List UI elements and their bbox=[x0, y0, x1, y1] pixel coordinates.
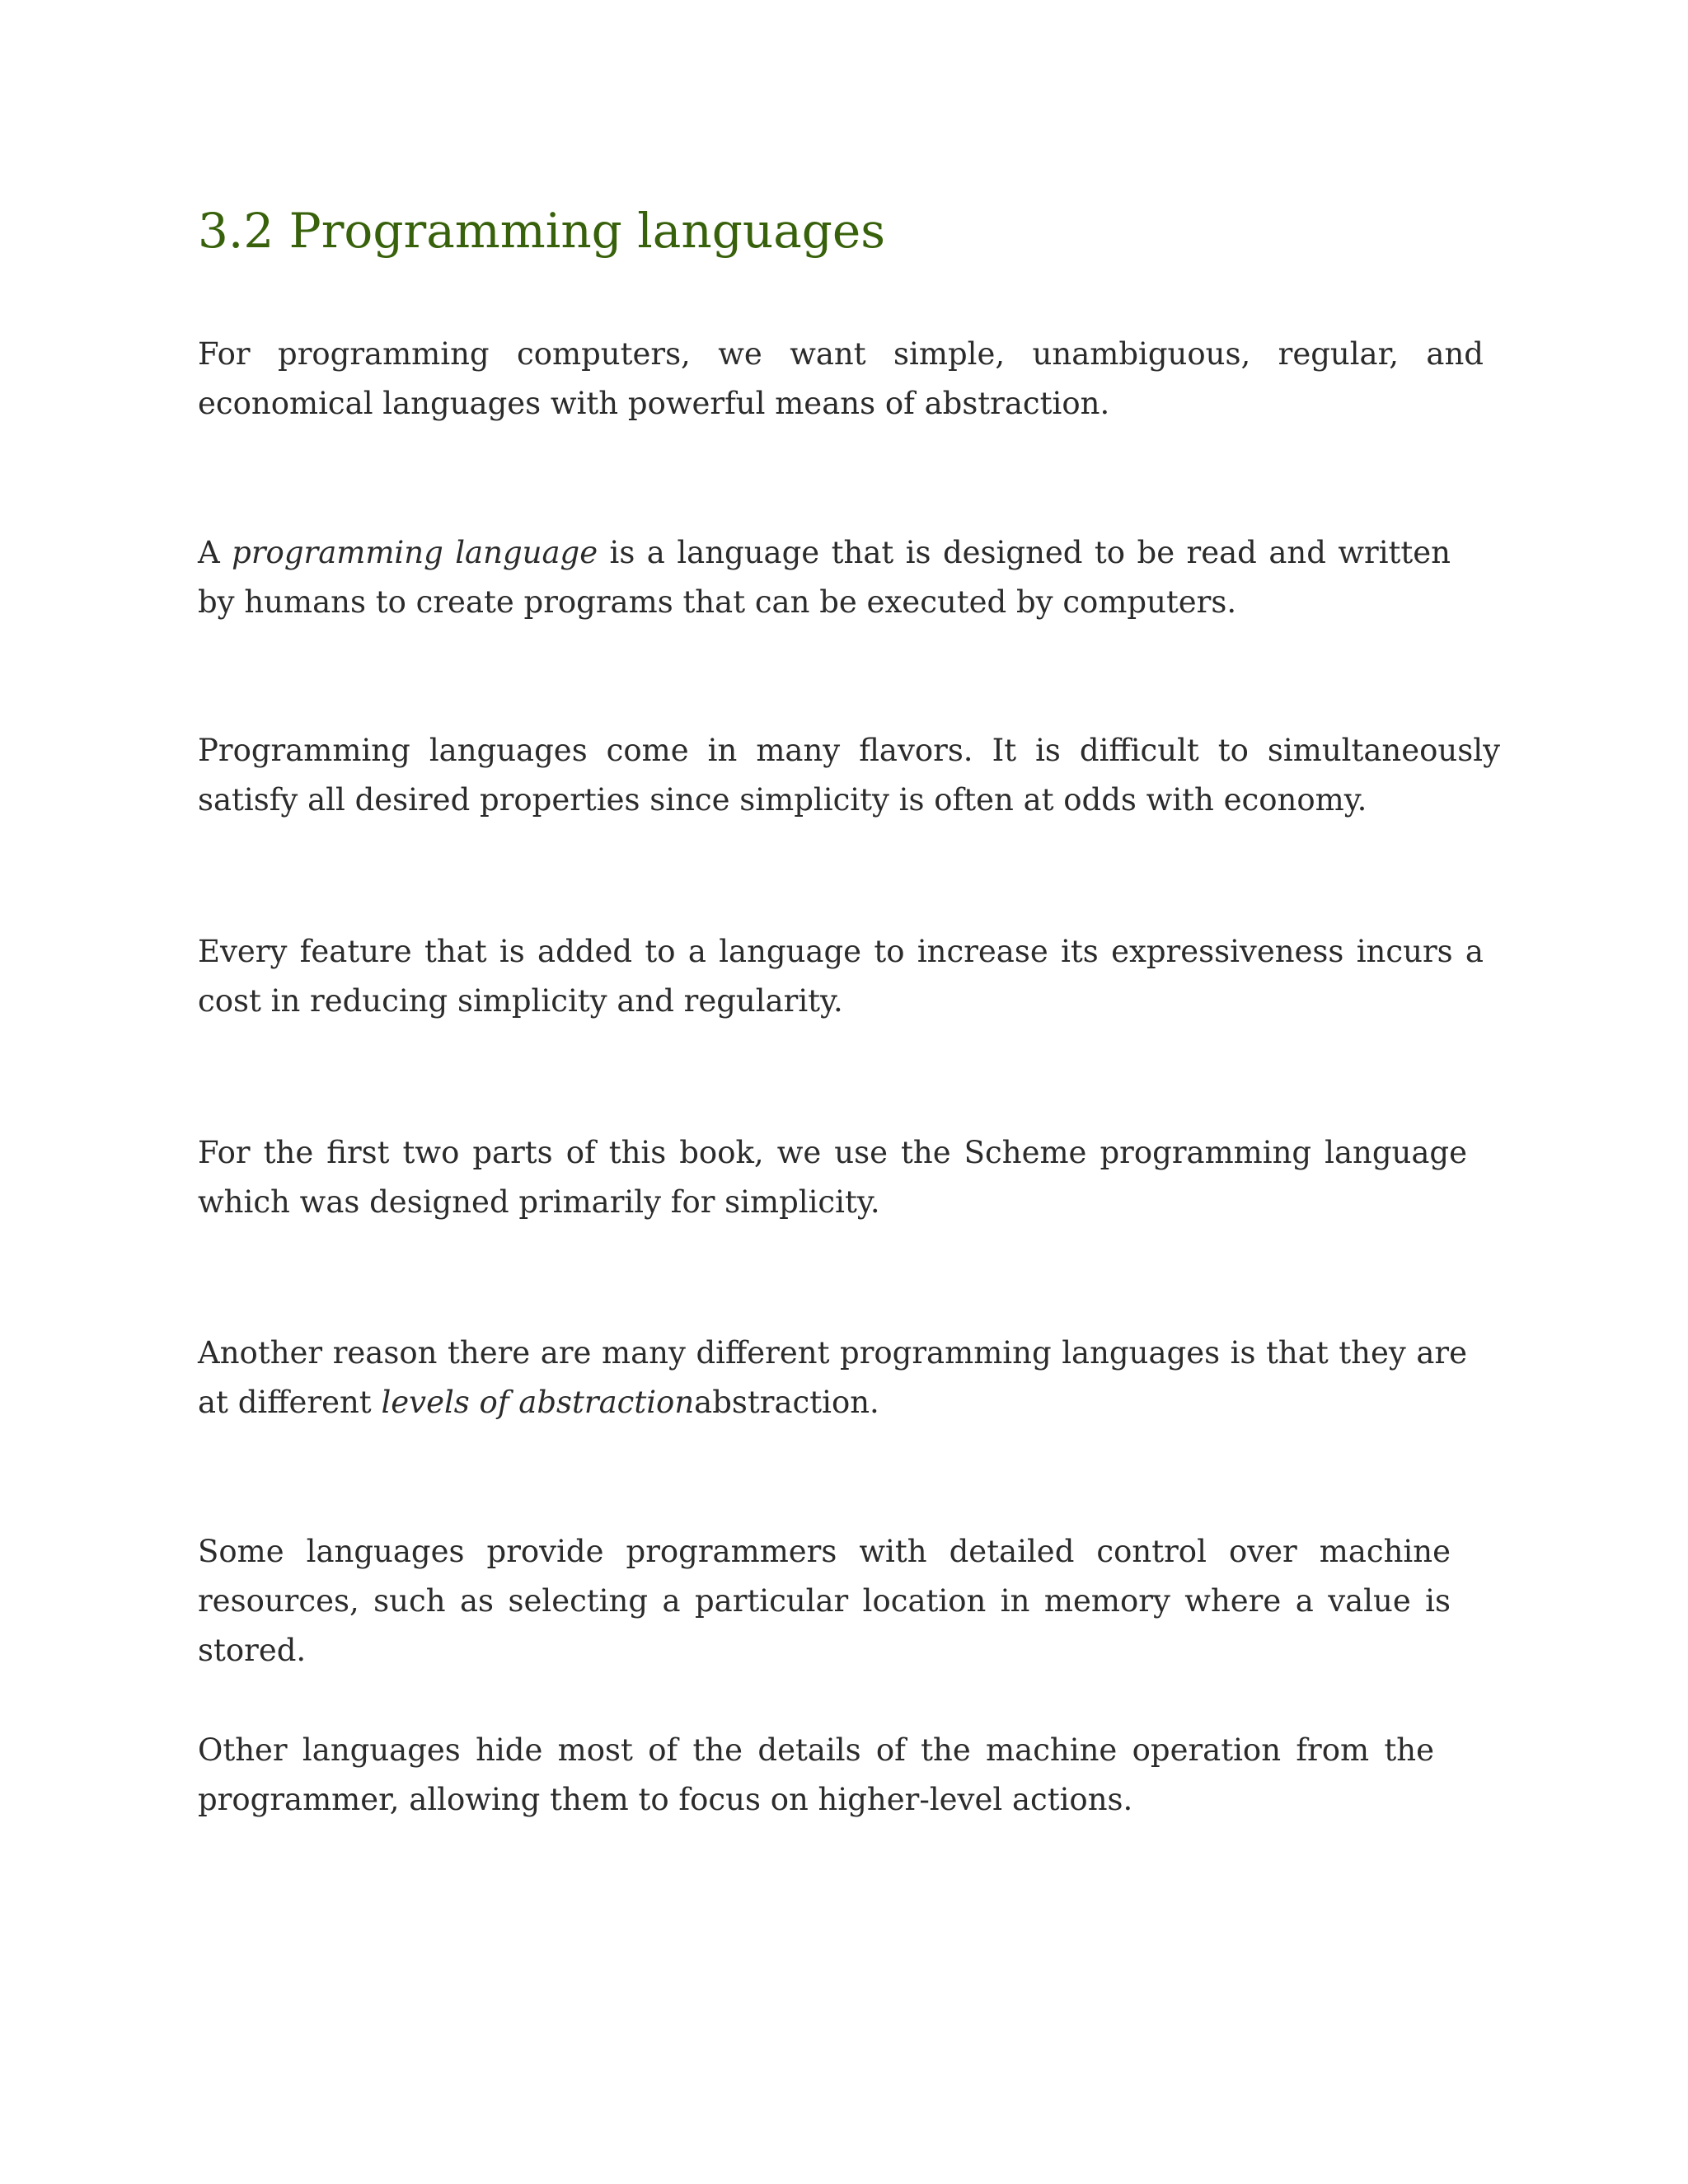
paragraph-flavors: Programming languages come in many flavors. It is difficult to simultaneously satisfy all desired properties since simplicity is often at odds with economy. bbox=[198, 733, 1500, 818]
paragraph-hiding: Other languages hide most of the details of the machine operation from the programmer, allowing them to focus on higher-level actions. bbox=[198, 1732, 1434, 1817]
paragraph-expressiveness: Every feature that is added to a language to increase its expressiveness incurs a cost in reducing simplicity and regularity. bbox=[198, 934, 1484, 1019]
emphasized-term: levels of abstraction bbox=[381, 1385, 695, 1420]
paragraph-text: A bbox=[198, 535, 232, 570]
section-heading: 3.2 Programming languages bbox=[198, 203, 886, 259]
paragraph-text: abstraction. bbox=[694, 1385, 879, 1420]
paragraph-text: Another reason there are many different programming languages is that they are at different bbox=[198, 1335, 1467, 1420]
emphasized-term: programming language bbox=[232, 535, 598, 570]
paragraph-abstraction bbox=[198, 1329, 1467, 1427]
paragraph-scheme: For the first two parts of this book, we use the Scheme programming language which was designed primarily for simplicity. bbox=[198, 1135, 1467, 1220]
paragraph-text: is a language that is designed to be read and written by humans to create programs that can be executed by computers. bbox=[198, 535, 1451, 620]
paragraph-control: Some languages provide programmers with detailed control over machine resources, such as selecting a particular location in memory where a value is stored. bbox=[198, 1534, 1451, 1668]
paragraph-definition bbox=[198, 528, 1451, 627]
paragraph-intro: For programming computers, we want simple, unambiguous, regular, and economical languages with powerful means of abstraction. bbox=[198, 336, 1484, 421]
